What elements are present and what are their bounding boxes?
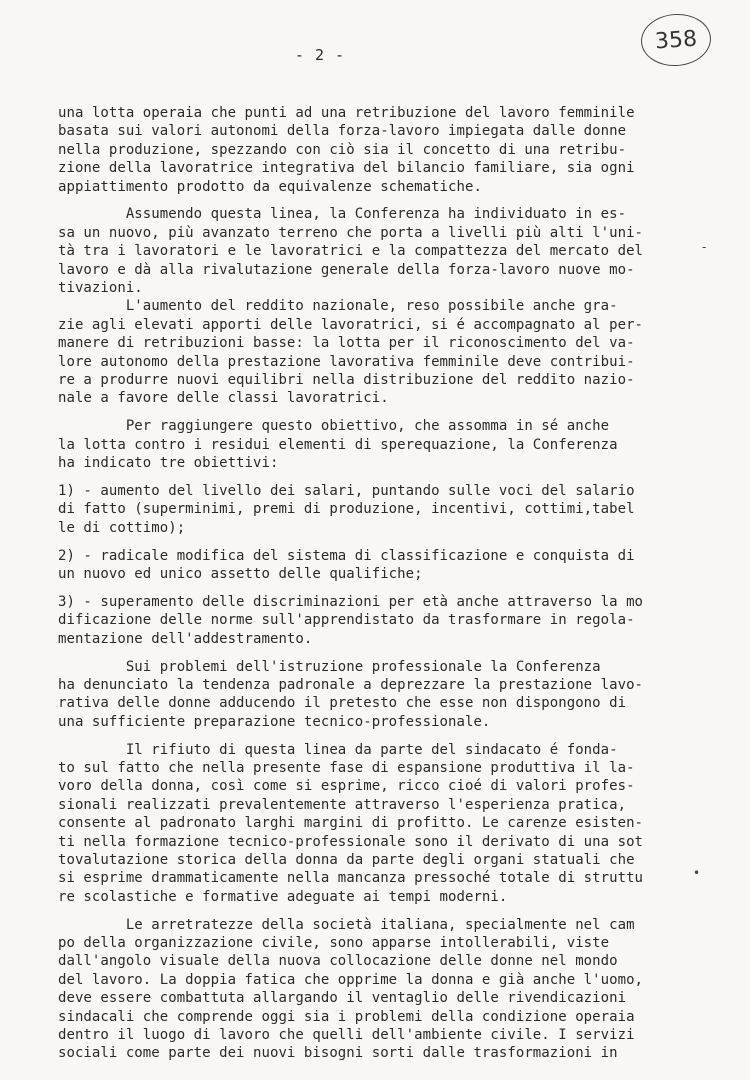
paragraph-gap (58, 408, 658, 418)
document-body (58, 104, 658, 1063)
text-line: dificazione delle norme sull'apprendistato da trasformare in regola- (58, 612, 635, 629)
text-line: ti nella formazione tecnico-professionale sono il derivato di una sot (58, 833, 644, 850)
text-line: re a produrre nuovi equilibri nella distribuzione del reddito nazio- (58, 371, 635, 388)
text-line: tovalutazione storica della donna da parte degli organi statuali che (58, 851, 635, 868)
paragraph-gap (58, 731, 658, 741)
text-line: Le arretratezze della società italiana, specialmente nel cam (58, 916, 635, 933)
text-line: tivazioni. (58, 280, 143, 297)
text-line: lore autonomo della prestazione lavorativa femminile deve contribui- (58, 353, 635, 370)
text-line: po della organizzazione civile, sono apparse intollerabili, viste (58, 935, 610, 952)
text-line: nella produzione, spezzando con ciò sia il concetto di una retribu- (58, 141, 627, 158)
paragraph-gap (58, 583, 658, 593)
text-line: voro della donna, così come si esprime, ricco cioé di valori profes- (58, 778, 635, 795)
text-line: to sul fatto che nella presente fase di espansione produttiva il la- (58, 760, 635, 776)
margin-mark-icon: • (693, 866, 701, 880)
text-line: rativa delle donne adducendo il pretesto che esse non dispongono di (58, 695, 627, 712)
handwritten-page-stamp: 358 (639, 12, 712, 69)
text-line: lavoro e dà alla rivalutazione generale della forza-lavoro nuove mo- (58, 261, 635, 278)
text-line: ha denunciato la tendenza padronale a deprezzare la prestazione lavo- (58, 676, 644, 693)
paragraph (58, 593, 658, 648)
text-line: 3) - superamento delle discriminazioni per età anche attraverso la mo (58, 593, 644, 610)
margin-mark-icon: - (702, 240, 707, 254)
paragraph (58, 741, 658, 907)
text-line: tà tra i lavoratori e le lavoratrici e la compattezza del mercato del (58, 243, 644, 260)
text-line: si esprime drammaticamente nella mancanza pressoché totale di struttu (58, 870, 644, 887)
paragraph-gap (58, 906, 658, 916)
text-line: zione della lavoratrice integrativa del bilancio familiare, sia ogni (58, 160, 635, 177)
paragraph (58, 482, 658, 537)
text-line: del lavoro. La doppia fatica che opprime la donna e già anche l'uomo, (58, 971, 644, 988)
text-line: la lotta contro i residui elementi di sperequazione, la Conferenza (58, 436, 618, 453)
text-line: sindacali che comprende oggi sia i problemi della condizione operaia (58, 1008, 635, 1025)
text-line: le di cottimo); (58, 519, 186, 536)
text-line: sionali realizzati prevalentemente attraverso l'esperienza pratica, (58, 796, 627, 813)
paragraph-gap (58, 472, 658, 482)
text-line: re scolastiche e formative adeguate ai tempi moderni. (58, 888, 508, 905)
paragraph (58, 417, 658, 472)
text-line: di fatto (superminimi, premi di produzione, incentivi, cottimi,tabel (58, 501, 635, 518)
text-line: Sui problemi dell'istruzione professionale la Conferenza (58, 658, 601, 675)
text-line: un nuovo ed unico assetto delle qualifiche; (58, 565, 423, 582)
text-line: basata sui valori autonomi della forza-lavoro impiegata dalle donne (58, 123, 627, 140)
text-line: dentro il luogo di lavoro che quelli dell'ambiente civile. I servizi (58, 1026, 635, 1043)
text-line: 2) - radicale modifica del sistema di classificazione e conquista di (58, 547, 635, 564)
paragraph-gap (58, 648, 658, 658)
text-line: Per raggiungere questo obiettivo, che assomma in sé anche (58, 418, 610, 435)
text-line: una sufficiente preparazione tecnico-professionale. (58, 713, 491, 730)
paragraph-gap (58, 537, 658, 547)
text-line: deve essere combattuta allargando il ventaglio delle rivendicazioni (58, 990, 627, 1007)
text-line: 1) - aumento del livello dei salari, puntando sulle voci del salario (58, 482, 635, 499)
text-line: Il rifiuto di questa linea da parte del sindacato é fonda- (58, 741, 618, 758)
paragraph (58, 547, 658, 584)
text-line: appiattimento prodotto da equivalenze schematiche. (58, 178, 482, 195)
text-line: una lotta operaia che punti ad una retribuzione del lavoro femminile (58, 105, 635, 121)
paragraph-gap (58, 196, 658, 206)
text-line: L'aumento del reddito nazionale, reso possibile anche gra- (58, 298, 618, 315)
text-line: zie agli elevati apporti delle lavoratrici, si é accompagnato al per- (58, 316, 644, 333)
text-line: ha indicato tre obiettivi: (58, 455, 279, 472)
page-number: - 2 - (294, 46, 346, 64)
text-line: mentazione dell'addestramento. (58, 630, 313, 647)
text-line: manere di retribuzioni basse: la lotta per il riconoscimento del va- (58, 335, 635, 352)
paragraph (58, 205, 658, 407)
text-line: nale a favore delle classi lavoratrici. (58, 390, 389, 407)
text-line: Assumendo questa linea, la Conferenza ha individuato in es- (58, 206, 627, 223)
paragraph (58, 658, 658, 732)
text-line: sa un nuovo, più avanzato terreno che porta a livelli più alti l'uni- (58, 224, 644, 241)
paragraph (58, 104, 658, 196)
text-line: dall'angolo visuale della nuova collocazione delle donne nel mondo (58, 953, 618, 970)
text-line: consente al padronato larghi margini di profitto. Le carenze esisten- (58, 815, 644, 832)
paragraph (58, 916, 658, 1063)
text-line: sociali come parte dei nuovi bisogni sorti dalle trasformazioni in (58, 1045, 618, 1062)
